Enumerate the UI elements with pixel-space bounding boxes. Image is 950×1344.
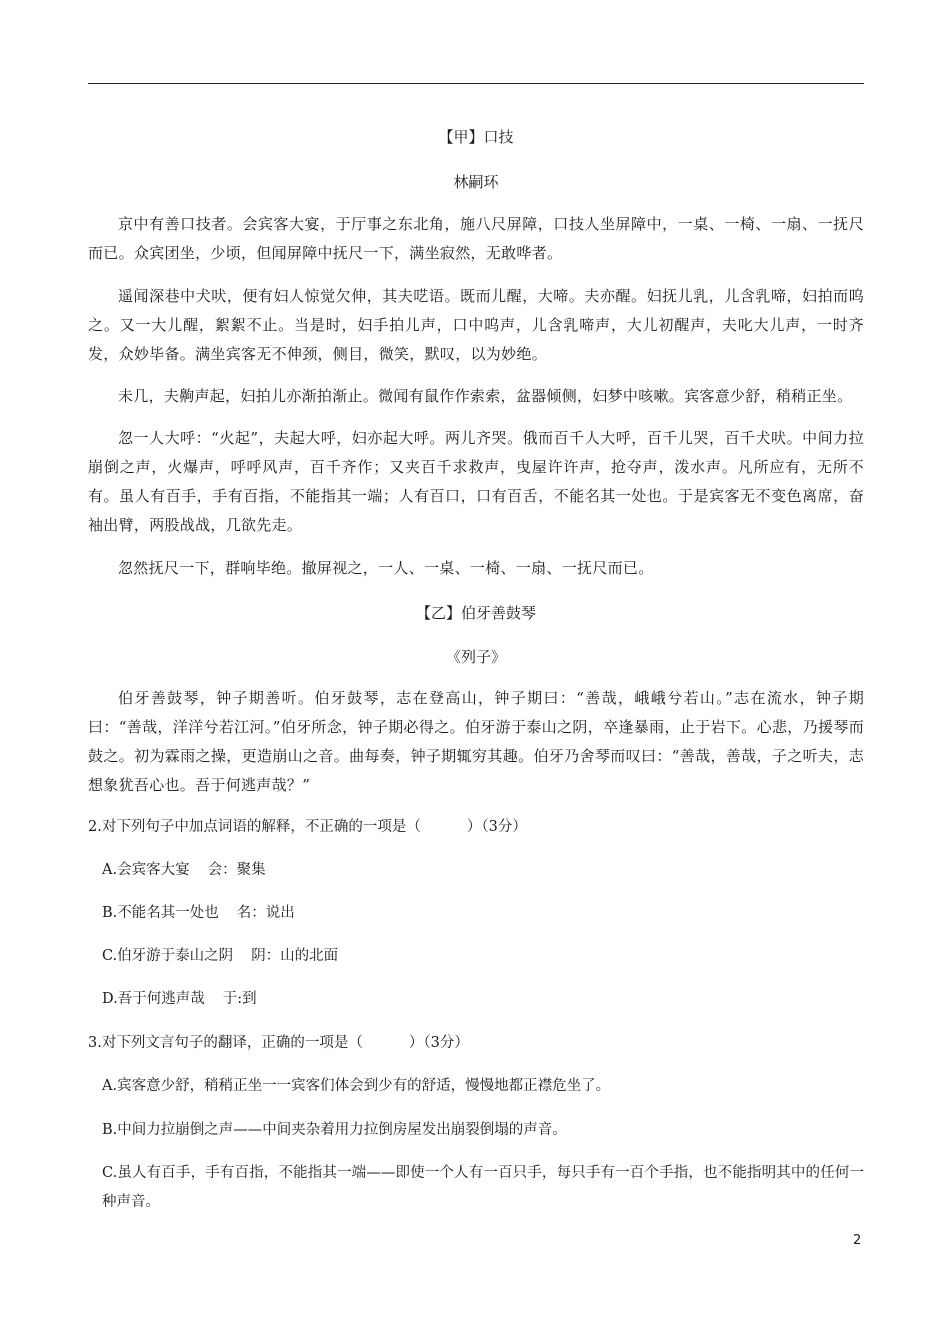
question-2-points: ）（3分）	[466, 819, 527, 835]
page-number: 2	[853, 1233, 862, 1248]
question-2-option-d: D.吾于何逃声哉 于:到	[102, 991, 257, 1007]
section-a-paragraph-2: 遥闻深巷中犬吠，便有妇人惊觉欠伸，其夫呓语。既而儿醒，大啼。夫亦醒。妇抚儿乳，儿含乳啼，妇拍而呜之。又一大儿醒，絮絮不止。当是时，妇手拍儿声，口中呜声，儿含乳啼声，大儿初醒声，夫叱大儿声，一时齐发，众妙毕备。满坐宾客无不伸颈，侧目，微笑，默叹，以为妙绝。	[88, 287, 864, 363]
section-b-title: 【乙】伯牙善鼓琴	[415, 604, 536, 622]
question-2-stem-text: 2.对下列句子中加点词语的解释，不正确的一项是（	[88, 819, 421, 835]
question-3-option-c: C.虽人有百手，手有百指，不能指其一端——即使一个人有一百只手，每只手有一百个手指，也不能指明其中的任何一种声音。	[102, 1165, 864, 1210]
section-a-paragraph-1: 京中有善口技者。会宾客大宴，于厅事之东北角，施八尺屏障，口技人坐屏障中，一桌、一椅、一扇、一抚尺而已。众宾团坐，少顷，但闻屏障中抚尺一下，满坐寂然，无敢哗者。	[88, 215, 864, 262]
question-3-stem-text: 3.对下列文言句子的翻译，正确的一项是（	[88, 1035, 363, 1051]
question-3-option-b: B.中间力拉崩倒之声——中间夹杂着用力拉倒房屋发出崩裂倒塌的声音。	[102, 1122, 567, 1138]
section-a-author: 林嗣环	[453, 173, 499, 191]
section-a-title: 【甲】口技	[438, 128, 514, 146]
section-a-paragraph-4: 忽一人大呼：“火起”，夫起大呼，妇亦起大呼。两儿齐哭。俄而百千人大呼，百千儿哭，百千犬吠。中间力拉崩倒之声，火爆声，呼呼风声，百千齐作；又夹百千求救声，曳屋许许声，抢夺声，泼水声。凡所应有，无所不有。虽人有百手，手有百指，不能指其一端；人有百口，口有百舌，不能名其一处也。于是宾客无不变色离席，奋袖出臂，两股战战，几欲先走。	[88, 429, 864, 534]
question-3-points: ）（3分）	[408, 1035, 469, 1051]
question-2-option-c: C.伯牙游于泰山之阴 阴：山的北面	[102, 948, 339, 964]
question-2-stem	[88, 813, 527, 842]
section-b-author: 《列子》	[445, 648, 506, 666]
header-rule	[88, 83, 864, 84]
question-2-option-a: A.会宾客大宴 会：聚集	[102, 862, 266, 878]
question-3-stem	[88, 1029, 469, 1058]
section-a-paragraph-3: 未几，夫齁声起，妇拍儿亦渐拍渐止。微闻有鼠作作索索，盆器倾侧，妇梦中咳嗽。宾客意少舒，稍稍正坐。	[118, 387, 853, 405]
section-b-paragraph: 伯牙善鼓琴，钟子期善听。伯牙鼓琴，志在登高山，钟子期曰：“善哉，峨峨兮若山。”志在流水，钟子期曰：“善哉，洋洋兮若江河。”伯牙所念，钟子期必得之。伯牙游于泰山之阴，卒逢暴雨，止于岩下。心悲，乃援琴而鼓之。初为霖雨之操，更造崩山之音。曲每奏，钟子期辄穷其趣。伯牙乃舍琴而叹曰：“善哉，善哉，子之听夫，志想象犹吾心也。吾于何逃声哉？”	[88, 689, 864, 794]
question-3-option-a: A.宾客意少舒，稍稍正坐一一宾客们体会到少有的舒适，慢慢地都正襟危坐了。	[102, 1078, 611, 1094]
section-a-paragraph-5: 忽然抚尺一下，群响毕绝。撤屏视之，一人、一桌、一椅、一扇、一抚尺而已。	[118, 559, 654, 577]
question-2-option-b: B.不能名其一处也 名：说出	[102, 905, 295, 921]
